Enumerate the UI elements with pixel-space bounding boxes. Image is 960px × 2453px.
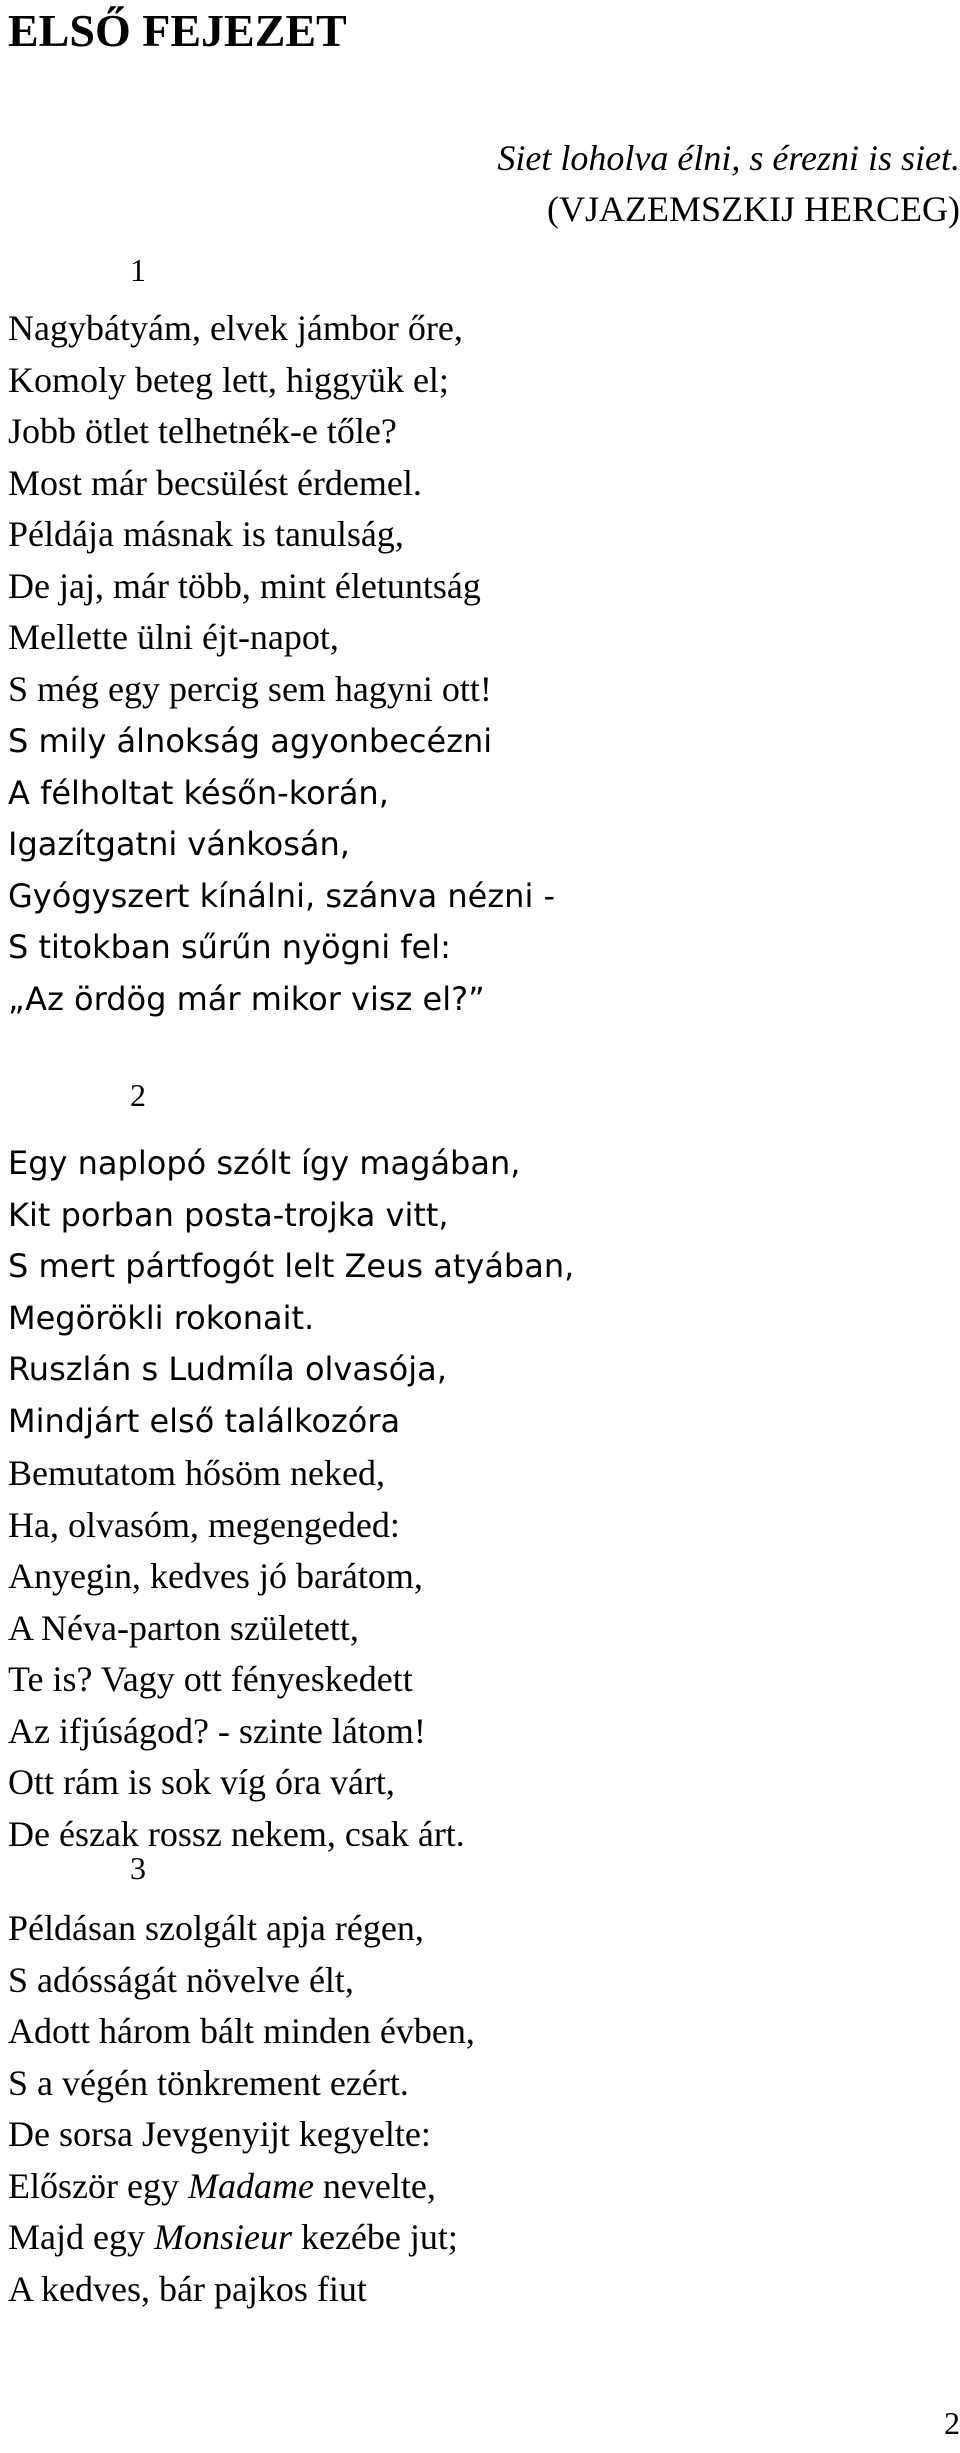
verse-line: Egy naplopó szólt így magában, [8, 1144, 521, 1182]
emphasis-monsieur: Monsieur [153, 2217, 292, 2257]
stanza-2-part-b [8, 1448, 465, 1860]
verse-line: Ott rám is sok víg óra várt, [8, 1762, 395, 1802]
verse-line: A kedves, bár pajkos fiut [8, 2268, 367, 2309]
chapter-title: ELSŐ FEJEZET [8, 5, 347, 56]
verse-line: De sorsa Jevgenyijt kegyelte: [8, 2114, 431, 2154]
verse-line: Kit porban posta-trojka vitt, [8, 1195, 449, 1234]
page-number: 2 [944, 2405, 960, 2441]
verse-line: Megörökli rokonait. [8, 1298, 315, 1337]
verse-line: De észak rossz nekem, csak árt. [8, 1813, 465, 1854]
verse-line: Igazítgatni vánkosán, [8, 825, 350, 863]
verse-line: S adósságát növelve élt, [8, 1959, 354, 2000]
verse-line: Gyógyszert kínálni, szánva nézni - [8, 876, 556, 915]
stanza-2-part-a [8, 1138, 574, 1447]
emphasis-madame: Madame [187, 2165, 314, 2206]
verse-line: A félholtat későn-korán, [8, 773, 389, 812]
section-number-1: 1 [130, 252, 146, 288]
verse-line-madame [8, 2161, 475, 2213]
verse-line: De jaj, már több, mint életuntság [8, 565, 481, 606]
verse-line: A Néva-parton született, [8, 1607, 359, 1648]
verse-line: S mily álnokság agyonbecézni [8, 722, 493, 760]
verse-line: Példája másnak is tanulság, [8, 514, 404, 554]
stanza-3 [8, 1903, 475, 2315]
verse-line: Mindjárt első találkozóra [8, 1401, 401, 1440]
verse-line: S mert pártfogót lelt Zeus atyában, [8, 1247, 575, 1285]
verse-line: Komoly beteg lett, higgyük el; [8, 359, 449, 400]
verse-line: Most már becsülést érdemel. [8, 462, 422, 503]
verse-text: nevelte, [313, 2165, 436, 2206]
verse-line: Te is? Vagy ott fényeskedett [8, 1659, 413, 1699]
stanza-1-part-b [8, 716, 555, 1025]
verse-line-monsieur [8, 2212, 475, 2264]
verse-text: kezébe jut; [291, 2217, 458, 2257]
section-number-3: 3 [130, 1850, 146, 1886]
section-number-2: 2 [130, 1077, 146, 1113]
verse-line: Jobb ötlet telhetnék-e tőle? [8, 411, 397, 451]
verse-line: Nagybátyám, elvek jámbor őre, [8, 308, 463, 348]
verse-line: „Az ördög már mikor visz el?” [8, 979, 485, 1018]
verse-line: Ha, olvasóm, megengeded: [8, 1504, 400, 1545]
verse-line: S a végén tönkrement ezért. [8, 2062, 409, 2103]
verse-line: Bemutatom hősöm neked, [8, 1453, 385, 1493]
verse-line: Ruszlán s Ludmíla olvasója, [8, 1350, 447, 1388]
verse-line: Az ifjúságod? - szinte látom! [8, 1710, 426, 1751]
verse-text: Először egy [8, 2165, 188, 2206]
verse-line: Példásan szolgált apja régen, [8, 1908, 424, 1948]
epigraph-author: (VJAZEMSZKIJ HERCEG) [547, 189, 960, 229]
epigraph [497, 133, 960, 235]
verse-text: Majd egy [8, 2217, 154, 2257]
verse-line: Adott három bált minden évben, [8, 2011, 475, 2051]
verse-line: S titokban sűrűn nyögni fel: [8, 928, 451, 966]
epigraph-text: Siet loholva élni, s érezni is siet. [497, 138, 960, 178]
verse-line: S még egy percig sem hagyni ott! [8, 668, 492, 709]
verse-line: Anyegin, kedves jó barátom, [8, 1556, 423, 1596]
stanza-1-part-a [8, 303, 492, 715]
verse-line: Mellette ülni éjt-napot, [8, 617, 339, 657]
